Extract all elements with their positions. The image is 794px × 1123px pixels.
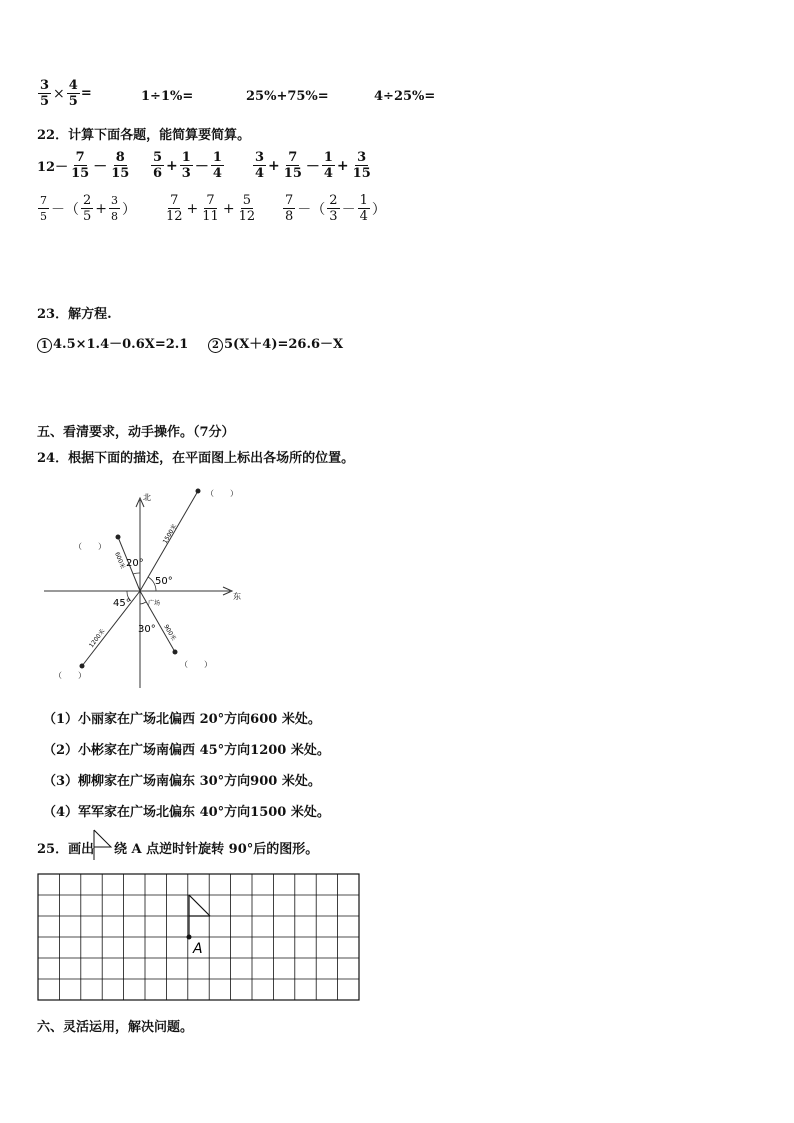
fraction: $\frac{3}{5}$ xyxy=(40,78,50,109)
point-a-label: A xyxy=(193,941,203,957)
fraction: $\frac{7}{5}$ xyxy=(40,194,47,223)
angle-label-nw: 20° xyxy=(126,558,144,569)
circled-number: 2 xyxy=(208,338,223,353)
blank-sw: （ ） xyxy=(54,671,86,680)
q24-item-3: （3）柳柳家在广场南偏东 30°方向900 米处。 xyxy=(43,774,321,789)
distance-label-se: 900米 xyxy=(162,623,178,643)
fraction: $\frac{5}{6}$ xyxy=(153,150,163,181)
east-label: 东 xyxy=(233,592,241,601)
blank-se: （ ） xyxy=(180,660,212,669)
fraction: $\frac{7}{8}$ xyxy=(285,193,294,224)
fraction: $\frac{8}{15}$ xyxy=(111,150,130,181)
fraction: $\frac{1}{4}$ xyxy=(359,193,368,224)
blank-ne: （ ） xyxy=(206,489,238,498)
fraction: $\frac{3}{15}$ xyxy=(352,150,371,181)
fraction: $\frac{1}{4}$ xyxy=(212,150,222,181)
flag-shape-icon xyxy=(92,829,114,861)
q23-equation-1: 1 4.5×1.4－0.6X=2.1 xyxy=(37,333,188,353)
fraction: $\frac{4}{5}$ xyxy=(68,78,78,109)
distance-label-ne: 1500米 xyxy=(161,523,179,545)
angle-label-sw: 45° xyxy=(113,598,131,609)
point-a xyxy=(187,935,192,940)
fraction: $\frac{2}{3}$ xyxy=(329,193,338,224)
figure-diagonal-side xyxy=(189,895,210,916)
q22-expr-c: $\frac{3}{4}$ + $\frac{7}{15}$ － $\frac{1}{4}$ + $\frac{3}{15}$ xyxy=(255,150,371,181)
fraction: $\frac{7}{11}$ xyxy=(202,193,219,224)
ray-sw xyxy=(82,591,140,666)
angle-arc-nw xyxy=(133,573,140,574)
blank-nw: （ ） xyxy=(74,542,106,551)
q22-expr-a: 12－ $\frac{7}{15}$ － $\frac{8}{15}$ xyxy=(37,150,130,181)
distance-label-nw: 600米 xyxy=(113,551,127,570)
center-label: 广场 xyxy=(148,600,161,607)
fraction: $\frac{7}{12}$ xyxy=(166,193,183,224)
q24-item-4: （4）军军家在广场北偏东 40°方向1500 米处。 xyxy=(43,805,330,820)
fraction: $\frac{5}{12}$ xyxy=(238,193,256,224)
q22-expr-f: $\frac{7}{8}$ －（ $\frac{2}{3}$ － $\frac{1}{4}$ ） xyxy=(285,193,386,224)
point-se xyxy=(173,650,178,655)
q22-title: 22．计算下面各题，能简算要简算。 xyxy=(37,128,251,143)
expression-25pct-plus-75pct: 25%+75%= xyxy=(246,89,329,104)
circled-number: 1 xyxy=(37,338,52,353)
q25-prefix: 25．画出 xyxy=(37,842,95,857)
q25-suffix: 绕 A 点逆时针旋转 90°后的图形。 xyxy=(114,842,319,857)
point-sw xyxy=(80,664,85,669)
q22-expr-d: $\frac{7}{5}$ －（ $\frac{2}{5}$ + $\frac{3}{8}$ ） xyxy=(40,193,137,224)
fraction: $\frac{1}{3}$ xyxy=(181,150,191,181)
fraction: $\frac{7}{15}$ xyxy=(283,150,302,181)
times-sign: × xyxy=(53,85,65,102)
q24-item-1: （1）小丽家在广场北偏西 20°方向600 米处。 xyxy=(43,712,321,727)
q23-title: 23．解方程. xyxy=(37,307,112,322)
fraction: $\frac{2}{5}$ xyxy=(83,193,92,224)
q22-expr-e: $\frac{7}{12}$ + $\frac{7}{11}$ + $\frac{5}{12}$ xyxy=(166,193,256,224)
fraction: $\frac{7}{15}$ xyxy=(71,150,90,181)
fraction: $\frac{1}{4}$ xyxy=(323,150,333,181)
section-6-heading: 六、灵活运用，解决问题。 xyxy=(37,1020,194,1035)
point-ne xyxy=(196,489,201,494)
q23-equation-2: 2 5(X＋4)=26.6－X xyxy=(208,333,343,353)
q24-item-2: （2）小彬家在广场南偏西 45°方向1200 米处。 xyxy=(43,743,330,758)
expression-4-div-25pct: 4÷25%= xyxy=(374,89,436,104)
expression-1-div-1pct: 1÷1%= xyxy=(141,89,194,104)
compass-diagram xyxy=(30,480,260,700)
q22-expr-b: $\frac{5}{6}$ + $\frac{1}{3}$ － $\frac{1}{4}$ xyxy=(153,150,222,181)
distance-label-sw: 1200米 xyxy=(88,627,107,650)
fraction: $\frac{3}{4}$ xyxy=(255,150,265,181)
q21-row xyxy=(37,78,92,109)
rotation-grid xyxy=(37,873,361,1003)
fraction: $\frac{3}{8}$ xyxy=(111,194,119,223)
equals-sign: = xyxy=(80,86,92,101)
point-nw xyxy=(116,535,121,540)
angle-arc-se xyxy=(140,602,146,604)
north-label: 北 xyxy=(143,493,151,502)
q24-title: 24．根据下面的描述，在平面图上标出各场所的位置。 xyxy=(37,451,355,466)
angle-label-se: 30° xyxy=(138,624,156,635)
section-5-heading: 五、看清要求，动手操作。（7分） xyxy=(37,425,235,440)
angle-label-ne: 50° xyxy=(155,576,173,587)
